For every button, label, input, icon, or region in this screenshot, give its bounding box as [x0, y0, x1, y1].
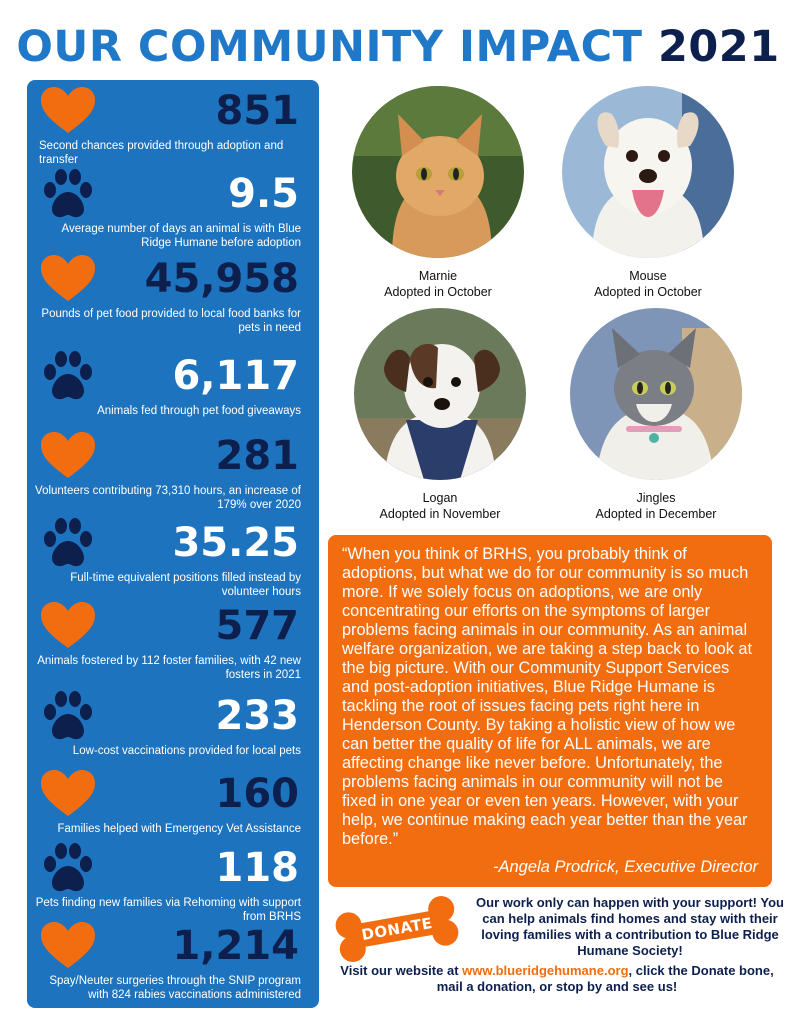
- stat-description: Pets finding new families via Rehoming with support from BRHS: [35, 897, 301, 923]
- pet-photo-dog: [354, 308, 526, 480]
- paw-icon: [39, 690, 97, 742]
- title-main: OUR COMMUNITY IMPACT: [16, 22, 643, 72]
- stat-description: Spay/Neuter surgeries through the SNIP program with 824 rabies vaccinations administered: [49, 975, 301, 1001]
- stat-value: 1,214: [172, 923, 299, 969]
- stat-value: 45,958: [144, 256, 299, 302]
- stat-description: Families helped with Emergency Vet Assistance: [57, 823, 301, 835]
- donate-bone-button[interactable]: [330, 895, 464, 963]
- stat-description: Low-cost vaccinations provided for local pets: [72, 745, 301, 757]
- title-year: 2021: [657, 22, 780, 72]
- pet-photo-dog: [562, 86, 734, 258]
- stat-value: 281: [215, 433, 299, 479]
- director-quote: [328, 535, 772, 887]
- donate-label: DONATE: [360, 913, 434, 945]
- heart-icon: [39, 253, 97, 305]
- pet-name: Jingles: [636, 491, 676, 505]
- pet-card: [562, 86, 734, 300]
- pet-card: [570, 308, 742, 522]
- stat-description: Average number of days an animal is with Blue Ridge Humane before adoption: [61, 223, 301, 249]
- stat-value: 577: [215, 603, 299, 649]
- pet-card: [352, 86, 524, 300]
- pet-status: Adopted in October: [384, 285, 492, 299]
- stat-value: 233: [215, 693, 299, 739]
- stats-panel: [27, 80, 319, 1008]
- stat-value: 118: [215, 845, 299, 891]
- stat-description: Animals fostered by 112 foster families, with 42 new fosters in 2021: [37, 655, 301, 681]
- stat-value: 35.25: [172, 520, 299, 566]
- stat-description: Pounds of pet food provided to local food banks for pets in need: [41, 308, 301, 334]
- pet-status: Adopted in December: [595, 507, 717, 521]
- heart-icon: [39, 85, 97, 137]
- footer-after: , click the Donate bone, mail a donation, or stop by and see us!: [436, 963, 774, 994]
- quote-author: -Angela Prodrick, Executive Director: [492, 858, 758, 876]
- stat-value: 160: [215, 771, 299, 817]
- heart-icon: [39, 600, 97, 652]
- footer-text: [326, 963, 788, 995]
- stat-description: Animals fed through pet food giveaways: [97, 405, 301, 417]
- heart-icon: [39, 430, 97, 482]
- page-title: [0, 22, 796, 72]
- pet-name: Mouse: [629, 269, 667, 283]
- paw-icon: [39, 350, 97, 402]
- support-text: Our work only can happen with your support! You can help animals find homes and stay with their loving families with a contribution to Blue Ridge Humane Society!: [476, 895, 784, 958]
- stat-value: 6,117: [172, 353, 299, 399]
- pet-status: Adopted in November: [379, 507, 501, 521]
- quote-text: “When you think of BRHS, you probably think of adoptions, but what we do for our community is so much more. If we solely focus on adoptions, we are only concentrating our efforts on the symptoms of larger problems facing animals in our community. As an animal welfare organization, we are taking a step back to look at the big picture. With our Community Support Services and post-adoption initiatives, Blue Ridge Humane is tackling the root of issues facing pets right here in Henderson County. By taking a holistic view of how we can better the quality of life for ALL animals, we are affecting change like never before. Unfortunately, the problems facing animals in our community will not be fixed in one year or even ten years. However, with your help, we continue making each year better than the year before.”: [342, 545, 752, 848]
- pet-photo-cat: [352, 86, 524, 258]
- pet-photo-cat: [570, 308, 742, 480]
- paw-icon: [39, 517, 97, 569]
- stat-description: Full-time equivalent positions filled instead by volunteer hours: [70, 572, 301, 598]
- pet-name: Logan: [422, 491, 458, 505]
- paw-icon: [39, 842, 97, 894]
- pet-status: Adopted in October: [594, 285, 702, 299]
- stat-description: Second chances provided through adoption and transfer: [39, 140, 284, 166]
- stat-value: 9.5: [228, 171, 299, 217]
- website-link[interactable]: www.blueridgehumane.org: [462, 963, 629, 978]
- paw-icon: [39, 168, 97, 220]
- pet-card: [354, 308, 526, 522]
- stat-description: Volunteers contributing 73,310 hours, an increase of 179% over 2020: [35, 485, 301, 511]
- pet-name: Marnie: [418, 269, 458, 283]
- heart-icon: [39, 768, 97, 820]
- heart-icon: [39, 920, 97, 972]
- footer-before: Visit our website at: [340, 963, 463, 978]
- stat-value: 851: [215, 88, 299, 134]
